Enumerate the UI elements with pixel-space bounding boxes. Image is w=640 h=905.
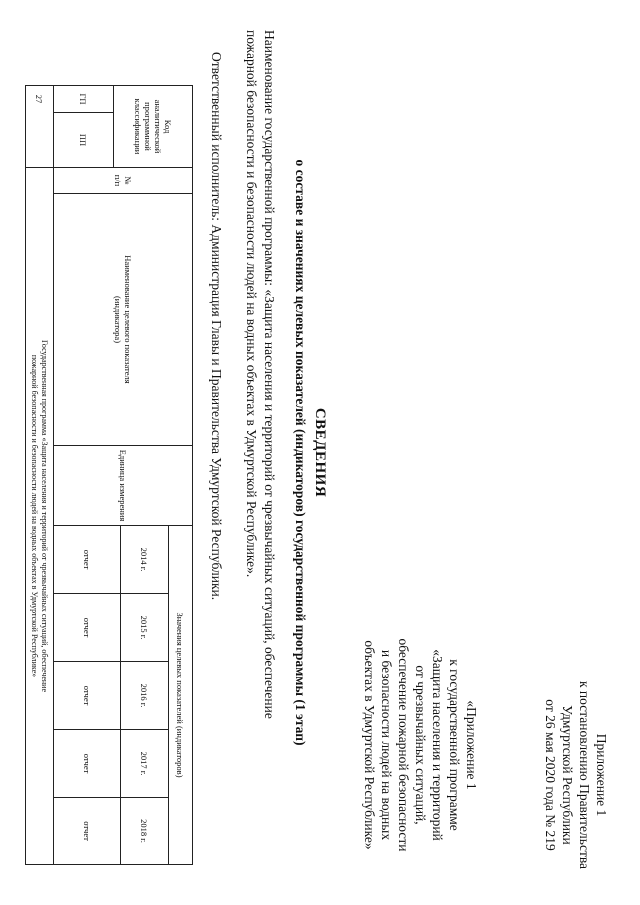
- indicators-table: [25, 85, 193, 865]
- quoted-line: к государственной программе: [447, 659, 462, 831]
- header-unit: Единица измерения: [118, 449, 128, 522]
- year-2014: 2014 г.: [139, 547, 150, 572]
- appendix-line: к постановлению Правительства: [577, 680, 592, 870]
- report-2015: отчет: [82, 617, 92, 638]
- responsible-executor: Ответственный исполнитель: Администрация Главы и Правительства Удмуртской Республики.: [209, 52, 224, 601]
- year-2017: 2017 г.: [139, 751, 150, 776]
- header-gp: ГП: [78, 93, 89, 105]
- report-2017: отчет: [82, 753, 92, 774]
- header-pp: ПП: [78, 133, 89, 147]
- report-2018: отчет: [82, 821, 92, 841]
- code-group-header: Код аналитической программной классификации: [133, 98, 173, 155]
- report-2014: отчет: [82, 549, 92, 570]
- quoted-line: от чрезвычайных ситуаций,: [413, 665, 428, 825]
- quoted-line: «Защита населения и территорий: [430, 649, 445, 841]
- row-code-gp: 27: [34, 94, 45, 104]
- quoted-line: и безопасности людей на водных: [379, 649, 394, 841]
- program-name-line: пожарной безопасности и безопасности людей на водных объектах в Удмуртской Республике».: [244, 30, 259, 578]
- header-indicator-name: Наименование целевого показателя (индикатора): [113, 255, 133, 384]
- page-title: СВЕДЕНИЯ: [312, 407, 328, 498]
- year-2015: 2015 г.: [139, 615, 150, 640]
- appendix-line: Удмуртской Республики: [560, 705, 575, 845]
- report-2016: отчет: [82, 685, 92, 706]
- quoted-line: объектах в Удмуртской Республике»: [362, 640, 377, 850]
- quoted-line: обеспечение пожарной безопасности: [396, 638, 411, 852]
- header-number: № п/п: [113, 174, 133, 187]
- appendix-line: Приложение 1: [594, 733, 609, 817]
- page-subtitle: о составе и значениях целевых показателей (индикаторов) государственной программы (1 этап): [293, 159, 308, 746]
- header-values: Значения целевых показателей (индикаторов): [175, 612, 186, 778]
- appendix-block: [542, 670, 610, 880]
- appendix-line: от 26 мая 2020 года № 219: [543, 699, 558, 851]
- program-name-line: Наименование государственной программы: «Защита населения и территорий от чрезвычайных ситуаций, обеспечение: [262, 30, 277, 719]
- row-program-title: Государственная программа «Защита населения и территорий от чрезвычайных ситуаций, обеспечение пожарной безопасности и безопасности людей на водных объектах в Удмуртской Республике»: [30, 339, 50, 693]
- quoted-appendix-block: [361, 610, 480, 880]
- year-2018: 2018 г.: [139, 819, 150, 843]
- year-2016: 2016 г.: [139, 683, 150, 708]
- quoted-line: «Приложение 1: [464, 700, 479, 790]
